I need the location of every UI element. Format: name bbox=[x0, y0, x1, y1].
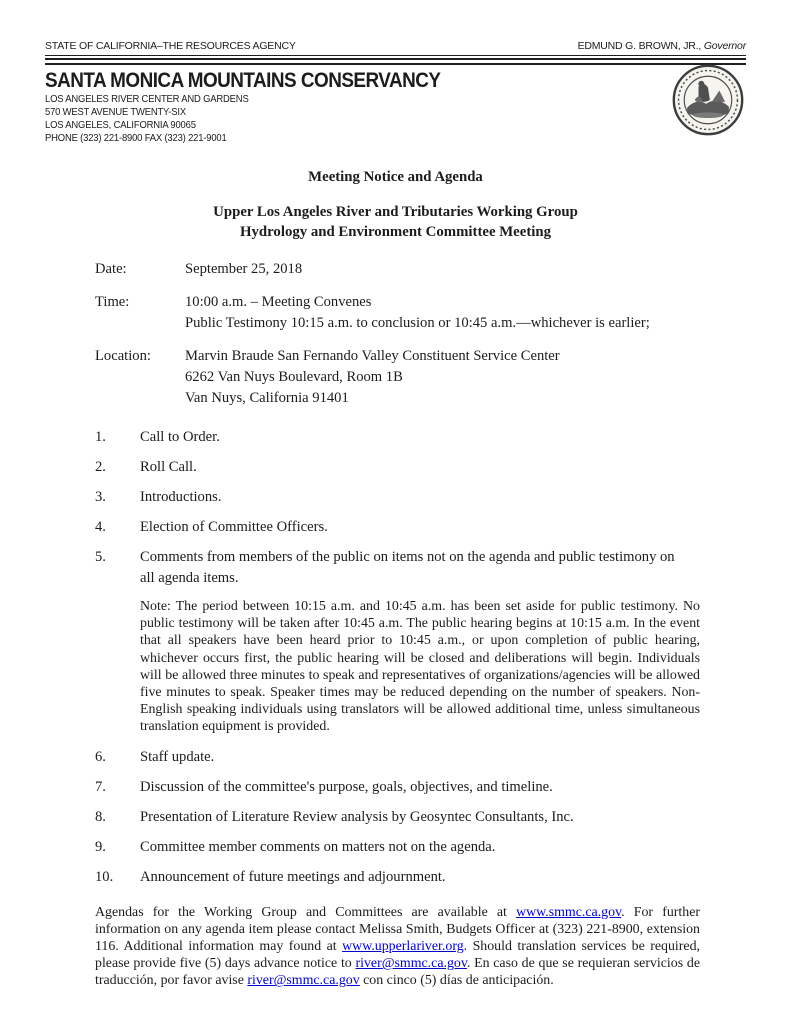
location-line-2: 6262 Van Nuys Boulevard, Room 1B bbox=[185, 369, 403, 385]
meta-row-location bbox=[95, 346, 700, 409]
public-testimony-note: Note: The period between 10:15 a.m. and 10:45 a.m. has been set aside for public testimony. No public testimony will be taken after 10:45 a.m. The public hearing begins at 10:15 a.m. In the event that all speakers have been heard prior to 10:45 a.m., or upon completion of public hearing, whichever occurs first, the public hearing will be closed and deliberations will begin. Individuals will be allowed three minutes to speak and representatives of organizations/agencies will be allowed five minutes to speak. Speaker times may be reduced depending on the number of speakers. Non-English speaking individuals using translators will be allowed additional time, unless simultaneous translation equipment is provided. bbox=[140, 599, 700, 735]
divider-thin-rule bbox=[45, 55, 746, 56]
address-line-2: 570 WEST AVENUE TWENTY-SIX bbox=[45, 106, 186, 118]
location-line-1: Marvin Braude San Fernando Valley Constituent Service Center bbox=[185, 348, 560, 364]
agenda-item-text: Presentation of Literature Review analysis by Geosyntec Consultants, Inc. bbox=[140, 808, 574, 825]
agenda-item-number: 5. bbox=[95, 549, 106, 565]
agenda-item-number: 3. bbox=[95, 489, 106, 505]
address-line-4: PHONE (323) 221-8900 FAX (323) 221-9001 bbox=[45, 132, 227, 144]
time-line-1: 10:00 a.m. – Meeting Convenes bbox=[185, 294, 372, 310]
footer-text: con cinco (5) días de anticipación. bbox=[359, 973, 554, 989]
agenda-item-number: 2. bbox=[95, 459, 106, 475]
agenda-item-6 bbox=[95, 747, 700, 768]
agenda-item-text: Introductions. bbox=[140, 489, 222, 505]
letterhead-text-block bbox=[45, 68, 494, 145]
governor-line bbox=[578, 40, 746, 52]
state-agency-line: STATE OF CALIFORNIA–THE RESOURCES AGENCY bbox=[45, 40, 296, 52]
agenda-item-2 bbox=[95, 457, 700, 478]
org-name: SANTA MONICA MOUNTAINS CONSERVANCY bbox=[45, 68, 441, 92]
agenda-item-text: Call to Order. bbox=[140, 429, 220, 445]
location-label: Location: bbox=[95, 348, 151, 364]
agenda-item-1 bbox=[95, 427, 700, 448]
agenda-item-text: Announcement of future meetings and adjournment. bbox=[140, 868, 446, 885]
document-subtitle-line2: Hydrology and Environment Committee Meeting bbox=[240, 224, 551, 240]
agenda-list bbox=[95, 427, 700, 888]
date-label: Date: bbox=[95, 261, 127, 277]
agenda-item-10 bbox=[95, 867, 700, 888]
time-label: Time: bbox=[95, 294, 130, 310]
agenda-item-number: 7. bbox=[95, 778, 106, 795]
footer-text: Agendas for the Working Group and Committees are available at bbox=[95, 904, 517, 920]
agenda-item-9 bbox=[95, 837, 700, 858]
agenda-item-text: Discussion of the committee's purpose, goals, objectives, and timeline. bbox=[140, 778, 553, 795]
governor-name: EDMUND G. BROWN, JR., bbox=[577, 40, 704, 52]
footer-text: . En caso de que se requieran servicios de traducción, por favor avise bbox=[95, 956, 700, 989]
agenda-item-5 bbox=[95, 547, 700, 589]
agenda-item-number: 1. bbox=[95, 429, 106, 445]
agenda-item-text: Election of Committee Officers. bbox=[140, 519, 328, 535]
footer-link[interactable]: www.upperlariver.org bbox=[342, 939, 464, 955]
time-value bbox=[185, 292, 650, 334]
letterhead-body bbox=[45, 68, 746, 145]
california-state-seal-icon bbox=[670, 62, 746, 138]
footer-link[interactable]: river@smmc.ca.gov bbox=[247, 973, 360, 989]
agenda-item-7 bbox=[95, 777, 700, 798]
letterhead-topline bbox=[45, 40, 746, 52]
footer-link[interactable]: river@smmc.ca.gov bbox=[355, 956, 467, 972]
divider-double-rule bbox=[45, 58, 746, 65]
agenda-item-number: 4. bbox=[95, 519, 106, 535]
agenda-item-3 bbox=[95, 487, 700, 508]
agenda-item-number: 8. bbox=[95, 808, 106, 825]
footer-text: . For further information on any agenda item please contact Melissa Smith, Budgets Officer at (323) 221-8900, extension 116. Additional information may found at bbox=[95, 904, 700, 955]
agenda-item-text: Staff update. bbox=[140, 748, 215, 765]
agenda-item-text: Comments from members of the public on items not on the agenda and public testimony on all agenda items. bbox=[140, 549, 675, 586]
footer-text: . Should translation services be required, please provide five (5) days advance notice to bbox=[95, 939, 700, 972]
location-value bbox=[185, 346, 560, 409]
agenda-item-8 bbox=[95, 807, 700, 828]
agenda-item-number: 10. bbox=[95, 868, 114, 885]
footer-link[interactable]: www.smmc.ca.gov bbox=[516, 904, 622, 920]
document-title: Meeting Notice and Agenda bbox=[308, 169, 483, 185]
meeting-meta bbox=[95, 259, 700, 409]
meta-row-date bbox=[95, 259, 700, 280]
agenda-item-4 bbox=[95, 517, 700, 538]
meta-row-time bbox=[95, 292, 700, 334]
footer-paragraph bbox=[95, 904, 700, 990]
letterhead bbox=[0, 0, 791, 145]
title-block bbox=[0, 169, 791, 242]
agenda-item-text: Roll Call. bbox=[140, 459, 197, 475]
time-line-2: Public Testimony 10:15 a.m. to conclusion or 10:45 a.m.—whichever is earlier; bbox=[185, 315, 650, 331]
governor-title: Governor bbox=[703, 40, 746, 52]
agenda-item-number: 6. bbox=[95, 748, 106, 765]
location-line-3: Van Nuys, California 91401 bbox=[185, 390, 349, 406]
document-subtitle-line1: Upper Los Angeles River and Tributaries Working Group bbox=[213, 204, 578, 220]
address-line-3: LOS ANGELES, CALIFORNIA 90065 bbox=[45, 119, 196, 131]
address-line-1: LOS ANGELES RIVER CENTER AND GARDENS bbox=[45, 93, 249, 105]
date-value: September 25, 2018 bbox=[185, 261, 303, 277]
agenda-item-text: Committee member comments on matters not on the agenda. bbox=[140, 838, 496, 855]
agenda-item-number: 9. bbox=[95, 838, 106, 855]
